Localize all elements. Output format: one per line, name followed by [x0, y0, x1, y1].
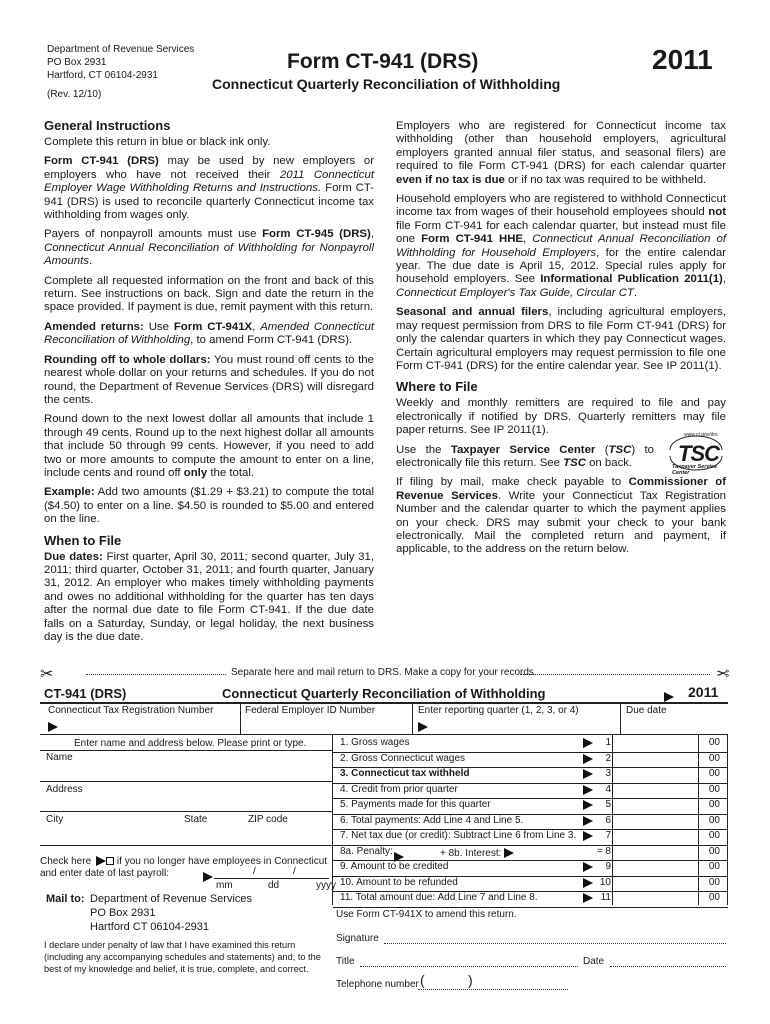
line-amount-input[interactable]: [614, 830, 694, 844]
po-box: PO Box 2931: [47, 57, 107, 68]
arrow-icon: [418, 718, 428, 736]
date-separator: /: [253, 866, 256, 877]
name-address-instruction: Enter name and address below. Please print or type.: [74, 738, 307, 749]
date-input[interactable]: [610, 965, 726, 967]
tax-year: 2011: [652, 44, 713, 75]
line-cents: 00: [708, 814, 720, 826]
line-number: = 8: [596, 845, 611, 857]
form-top-rule: [40, 702, 728, 704]
line-label: 2. Gross Connecticut wages: [340, 752, 466, 764]
line-amount-input[interactable]: [614, 737, 694, 751]
arrow-icon: [504, 848, 514, 858]
remitters-paragraph: Weekly and monthly remitters are required to file and pay electronically if notified by DRS. Quarterly remitters may file paper returns. See IP 2011(1).: [396, 397, 726, 437]
fein-label: Federal Employer ID Number: [245, 705, 376, 716]
tsc-logo-text: TSC: [678, 441, 719, 466]
line-amount-input[interactable]: [614, 753, 694, 767]
year-label: yyyy: [316, 880, 336, 891]
divider: [40, 845, 332, 846]
quarter-input[interactable]: [432, 716, 616, 732]
no-employees-checkbox[interactable]: [106, 857, 114, 865]
mail-address-line1: Department of Revenue Services: [90, 893, 253, 905]
month-label: mm: [216, 880, 233, 891]
amend-note: Use Form CT-941X to amend this return.: [336, 909, 517, 920]
seasonal-filers-paragraph: Seasonal and annual filers, including agricultural employers, may request permission from DRS to file Form CT-941 (DRS) for only the calendar quarters in which they pay Connecticut wages. Certain agricultural employers may request permission to file one Form CT-941 (DRS) for the entire calendar year. See IP 2011(1).: [396, 306, 726, 372]
divider: [727, 735, 728, 905]
when-to-file-heading: When to File: [44, 532, 122, 548]
line-number: 6: [605, 814, 611, 826]
signature-input[interactable]: [384, 942, 726, 944]
arrow-icon: [203, 868, 213, 886]
mail-address-line3: Hartford CT 06104-2931: [90, 921, 210, 933]
divider: [40, 734, 728, 735]
address-label: Address: [46, 784, 83, 795]
name-input[interactable]: [46, 764, 330, 780]
city-input[interactable]: [46, 826, 176, 840]
city-address: Hartford, CT 06104-2931: [47, 70, 158, 81]
line-number: 5: [605, 799, 611, 810]
scissors-icon: ✂: [40, 666, 54, 683]
line-cents: 00: [708, 876, 720, 888]
line-number: 3: [605, 768, 611, 779]
line-label: 1. Gross wages: [340, 737, 410, 748]
cut-line-left: [86, 674, 226, 675]
line-number: 4: [605, 783, 611, 795]
day-label: dd: [268, 880, 280, 891]
employers-registered-paragraph: Employers who are registered for Connecticut income tax withholding (other than household employers, agricultural employers granted annual filer status, and seasonal filers) are required to file Form CT-941 (DRS) for each calendar quarter even if no tax is due or if no tax was required to be withheld.: [396, 120, 726, 186]
example-paragraph: Example: Add two amounts ($1.29 + $3.21) to compute the total ($4.50) to enter on a line. $4.50 is rounded to $5.00 and entered on the line.: [44, 486, 374, 526]
line-label: 10. Amount to be refunded: [340, 876, 458, 888]
divider: [412, 703, 413, 734]
name-label: Name: [46, 752, 73, 763]
line-cents: 00: [708, 799, 720, 810]
line-cents: 00: [708, 783, 720, 795]
line-number: 9: [605, 861, 611, 872]
divider: [612, 735, 613, 905]
line-amount-input[interactable]: [614, 768, 694, 782]
line-amount-input[interactable]: [614, 784, 694, 798]
form-header-title: Connecticut Quarterly Reconciliation of Withholding: [222, 686, 546, 701]
line-label: 3. Connecticut tax withheld: [340, 768, 470, 779]
divider: [240, 703, 241, 734]
department-name: Department of Revenue Services: [47, 44, 195, 55]
city-label: City: [46, 814, 64, 825]
ink-instruction: Complete this return in blue or black ink only.: [44, 136, 271, 148]
line-number: 7: [605, 830, 611, 841]
household-employers-paragraph: Household employers who are registered to withhold Connecticut income tax from wages of their household employees should not file Form CT-941 for each calendar quarter, but instead must file one Form CT-941 HHE, Connecticut Annual Reconciliation of Withholding for Household Employers, for the entire calendar year. The due date is April 15, 2012. Special rules apply for household employers. See Informational Publication 2011(1), Connecticut Employer's Tax Guide, Circular CT.: [396, 193, 726, 299]
line-cents: 00: [708, 861, 720, 872]
mail-address-line2: PO Box 2931: [90, 907, 156, 919]
address-input[interactable]: [46, 796, 330, 810]
nonpayroll-paragraph: Payers of nonpayroll amounts must use Form CT-945 (DRS), Connecticut Annual Reconciliation of Withholding for Nonpayroll Amounts.: [44, 228, 374, 268]
cut-line-right: [520, 674, 710, 675]
tsc-logo: [664, 432, 728, 476]
title-input[interactable]: [360, 965, 578, 967]
arrow-icon: [96, 856, 106, 866]
date-separator: /: [293, 866, 296, 877]
amended-returns-paragraph: Amended returns: Use Form CT-941X, Amended Connecticut Reconciliation of Withholding, to amend Form CT-941 (DRS).: [44, 320, 374, 347]
line-cents: 00: [708, 845, 720, 857]
divider: [40, 750, 332, 751]
last-payroll-label: and enter date of last payroll:: [40, 868, 169, 879]
due-date-label: Due date: [626, 705, 667, 716]
line-amount-input[interactable]: [614, 799, 694, 813]
line-cents: 00: [708, 830, 720, 841]
tsc-paragraph: Use the Taxpayer Service Center (TSC) to electronically file this return. See TSC on back.: [396, 443, 654, 469]
line-label: 8a. Penalty:: [340, 845, 393, 857]
title-label: Title: [336, 956, 355, 967]
tsc-ring-top: www.ct.gov/drs: [684, 432, 718, 438]
due-date-input[interactable]: [626, 718, 724, 732]
line-amount-input[interactable]: [614, 861, 694, 875]
mail-paragraph: If filing by mail, make check payable to Commissioner of Revenue Services. Write your Connecticut Tax Registration Number and the calendar quarter to which the payment applies on your check. DRS may submit your check to your bank electronically. Mail the completed return and payment, if applicable, to the address on the return below.: [396, 476, 726, 556]
scissors-icon: ✂: [716, 666, 730, 683]
line-rule: [333, 907, 728, 908]
line-amount-input[interactable]: [614, 877, 694, 891]
form-code: CT-941 (DRS): [44, 686, 127, 701]
last-payroll-date-input[interactable]: [214, 878, 329, 879]
quarter-label: Enter reporting quarter (1, 2, 3, or 4): [418, 705, 579, 716]
line-label: 6. Total payments: Add Line 4 and Line 5.: [340, 814, 524, 826]
left-column: [44, 118, 374, 650]
signature-label: Signature: [336, 933, 379, 944]
general-instructions-heading: General Instructions: [44, 118, 171, 133]
divider: [40, 781, 332, 782]
area-code-paren-close: ): [468, 972, 473, 988]
form-subtitle: Connecticut Quarterly Reconciliation of Withholding: [212, 76, 561, 92]
line-amount-input[interactable]: [614, 846, 694, 860]
registration-number-label: Connecticut Tax Registration Number: [48, 705, 214, 716]
telephone-input[interactable]: [418, 988, 568, 990]
mail-to-label: Mail to:: [46, 893, 85, 905]
complete-info-paragraph: Complete all requested information on the front and back of this return. See instructions on back. Sign and date the return in the space provided. If payment is due, remit payment with this return.: [44, 274, 374, 314]
line-amount-input[interactable]: [614, 892, 694, 906]
no-employees-text: Check here if you no longer have employees in Connecticut: [40, 856, 328, 867]
arrow-icon: [394, 848, 404, 866]
form-title: Form CT-941 (DRS): [287, 50, 479, 73]
zip-label: ZIP code: [248, 814, 288, 825]
registration-number-input[interactable]: [62, 716, 232, 732]
separator-text: Separate here and mail return to DRS. Make a copy for your records.: [231, 667, 537, 678]
line-label: 7. Net tax due (or credit): Subtract Line 6 from Line 3.: [340, 830, 577, 841]
line-number: 2: [605, 752, 611, 764]
line-cents: 00: [708, 737, 720, 748]
line-amount-input[interactable]: [614, 815, 694, 829]
fein-input[interactable]: [245, 718, 405, 732]
line-number: 1: [605, 737, 611, 748]
cents-divider: [698, 735, 699, 905]
state-label: State: [184, 814, 208, 825]
divider: [620, 703, 621, 734]
state-input[interactable]: [184, 826, 240, 840]
tsc-ring-bottom: Taxpayer Service Center: [672, 464, 718, 476]
date-label: Date: [583, 956, 605, 967]
line-label: 9. Amount to be credited: [340, 861, 449, 872]
revision: (Rev. 12/10): [47, 89, 102, 100]
line-cents: 00: [708, 752, 720, 764]
line-label: 5. Payments made for this quarter: [340, 799, 491, 810]
right-column: [396, 120, 726, 563]
arrow-icon: [48, 718, 58, 736]
telephone-label: Telephone number: [336, 979, 419, 990]
declaration-text: I declare under penalty of law that I have examined this return (including any accompanying schedules and statements) and, to the best of my knowledge and belief, it is true, complete, and correct.: [44, 940, 321, 974]
line-cents: 00: [708, 892, 720, 903]
area-code-paren-open: (: [420, 972, 425, 988]
divider: [40, 811, 332, 812]
line-label: 11. Total amount due: Add Line 7 and Line 8.: [340, 892, 538, 903]
line-label: 4. Credit from prior quarter: [340, 783, 458, 795]
round-down-paragraph: Round down to the next lowest dollar all amounts that include 1 through 49 cents. Round up to the next highest dollar all amounts that include 50 through 99 cents. However, if you need to add two or more amounts to compute the amount to enter on a line, include cents and round off only the total.: [44, 413, 374, 479]
where-to-file-heading: Where to File: [396, 379, 478, 395]
zip-input[interactable]: [248, 826, 330, 840]
interest-label: + 8b. Interest:: [440, 848, 514, 860]
line-cents: 00: [708, 768, 720, 779]
line-number: 11: [600, 892, 611, 903]
due-dates-paragraph: Due dates: First quarter, April 30, 2011; second quarter, July 31, 2011; third quarter, October 31, 2011; and fourth quarter, January 31, 2012. An employer who makes timely withholding payments and owes no additional withholding for the quarter has ten days after the normal due date to file Form CT-941. If the due date falls on a Saturday, Sunday, or legal holiday, the next business day is the due date.: [44, 550, 374, 643]
line-number: 10: [599, 876, 611, 888]
rounding-paragraph: Rounding off to whole dollars: You must round off cents to the nearest whole dollar on your returns and schedules. If you do not round, the Department of Revenue Services (DRS) will disregard the cents.: [44, 353, 374, 406]
form-purpose-paragraph: Form CT-941 (DRS) may be used by new employers or employers who have not received their 2011 Connecticut Employer Wage Withholding Returns and Instructions. Form CT-941 (DRS) is used to reconcile quarterly Connecticut income tax withholding from wages only.: [44, 155, 374, 222]
form-year: 2011: [688, 684, 719, 700]
